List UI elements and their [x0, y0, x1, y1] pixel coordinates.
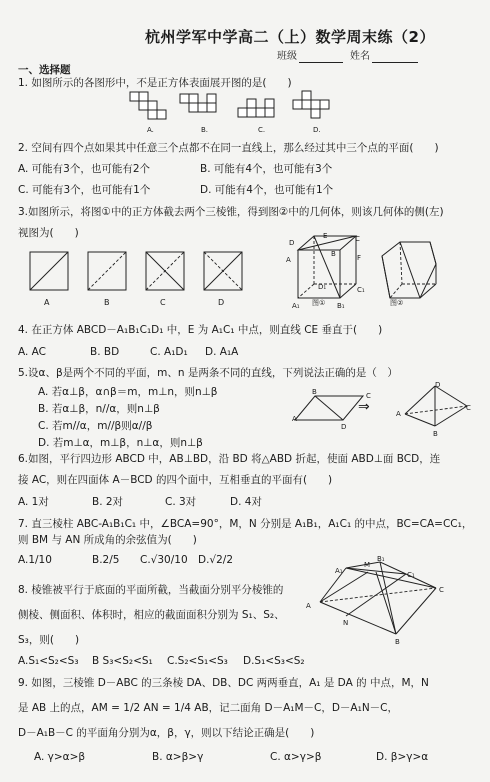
q3-fig2-caption: 图②: [390, 299, 404, 307]
q5-fig-label-d1: D: [341, 423, 347, 431]
q5-fig-label-a2: A: [396, 410, 401, 418]
q3-label-b: B: [104, 298, 110, 307]
q8-option-b[interactable]: B S₃<S₂<S₁: [92, 655, 153, 667]
q7-fig-label-c: C: [439, 586, 444, 594]
q7-fig-label-b: B: [395, 638, 400, 646]
q7-fig-label-b1: B₁: [377, 555, 385, 563]
name-blank: [372, 62, 418, 63]
q1-net-c: [238, 99, 274, 117]
q5-option-a[interactable]: A. 若α⊥β，α∩β＝m，m⊥n，则n⊥β: [38, 386, 218, 398]
section-heading: 一、选择题: [18, 64, 71, 76]
q1-stem: 1. 如图所示的各图形中，不是正方体表面展开图的是( ): [18, 77, 292, 89]
q1-net-b: [180, 94, 216, 112]
page-title: 杭州学军中学高二（上）数学周末练（2）: [145, 28, 435, 46]
q3-cube-label-f: F: [357, 254, 362, 262]
q6-option-c[interactable]: C. 3对: [165, 496, 197, 508]
q3-cube-label-a1: A₁: [292, 302, 300, 310]
q3-view-b: [88, 252, 126, 290]
q3-label-a: A: [44, 298, 50, 307]
q3-cube-label-c1: C₁: [357, 286, 365, 294]
q3-label-c: C: [160, 298, 166, 307]
q2-option-c[interactable]: C. 可能有3个，也可能有1个: [18, 184, 151, 196]
class-label: 班级: [277, 51, 297, 62]
q8-option-a[interactable]: A.S₁<S₂<S₃: [18, 655, 79, 667]
q3-view-c: [146, 252, 184, 290]
q1-label-b: B.: [201, 126, 209, 134]
q6-stem-line1: 6.如图，平行四边形 ABCD 中，AB⊥BD，沿 BD 将△ABD 折起，使面 ABD⊥面 BCD，连: [18, 453, 441, 465]
q5-option-b[interactable]: B. 若α⊥β，n//α，则n⊥β: [38, 403, 160, 415]
q3-view-figures: [28, 250, 253, 295]
q5-fig-label-b1: B: [312, 388, 317, 396]
q1-figures: [128, 90, 338, 134]
q7-fig-label-a1: A₁: [335, 567, 343, 575]
q7-option-d[interactable]: D.√2/2: [198, 554, 234, 566]
q7-prism-figure: [310, 560, 460, 640]
q1-net-a: [130, 92, 166, 119]
q4-option-b[interactable]: B. BD: [90, 346, 120, 358]
q9-option-c[interactable]: C. α>γ>β: [270, 751, 322, 763]
q5-option-d[interactable]: D. 若m⊥α，m⊥β，n⊥α，则n⊥β: [38, 437, 203, 449]
q7-fig-label-a: A: [306, 602, 311, 610]
q4-option-c[interactable]: C. A₁D₁: [150, 346, 188, 358]
q3-cube-label-e: E: [323, 232, 328, 240]
q8-stem-line2: 侧棱、侧面积、体积时，相应的截面面积分别为 S₁、S₂、: [18, 609, 285, 621]
q1-net-d: [293, 91, 329, 118]
q5-option-c[interactable]: C. 若m//α，m//β则α//β: [38, 420, 153, 432]
q5-fig-label-c2: C: [466, 404, 471, 412]
q5-fig-label-a1: A: [292, 415, 297, 423]
q9-stem-line2: 是 AB 上的点，AM = 1/2 AN = 1/4 AB，记二面角 D－A₁M－C，D－A₁N－C，: [18, 702, 399, 714]
q7-stem-line1: 7. 直三棱柱 ABC-A₁B₁C₁ 中，∠BCA=90°，M，N 分别是 A₁B₁，A₁C₁ 的中点，BC=CA=CC₁，: [18, 518, 473, 530]
q2-option-d[interactable]: D. 可能有4个，也可能有1个: [200, 184, 334, 196]
q7-option-c[interactable]: C.√30/10: [140, 554, 188, 566]
q5-stem: 5.设α、β是两个不同的平面，m、n 是两条不同的直线，下列说法正确的是（ ）: [18, 367, 398, 379]
q7-fig-label-n: N: [343, 619, 349, 627]
q5-tetrahedron: [405, 386, 467, 426]
q3-cube-label-d1: D₁: [318, 283, 327, 291]
q3-cube-label-d: D: [289, 239, 295, 247]
q9-option-a[interactable]: A. γ>α>β: [34, 751, 86, 763]
q4-option-d[interactable]: D. A₁A: [205, 346, 239, 358]
q3-cube-label-b1: B₁: [337, 302, 345, 310]
q3-cube-label-a: A: [286, 256, 291, 264]
q2-option-a[interactable]: A. 可能有3个，也可能有2个: [18, 163, 151, 175]
q7-fig-label-c1: C₁: [407, 571, 415, 579]
q3-cube-label-c: C: [355, 235, 360, 243]
q8-option-d[interactable]: D.S₁<S₃<S₂: [243, 655, 305, 667]
q6-option-b[interactable]: B. 2对: [92, 496, 124, 508]
q4-stem: 4. 在正方体 ABCD－A₁B₁C₁D₁ 中，E 为 A₁C₁ 中点，则直线 CE 垂直于( ): [18, 324, 383, 336]
name-label: 姓名: [350, 51, 370, 62]
q3-cube-label-b: B: [331, 250, 336, 258]
q6-stem-line2: 接 AC，则在四面体 A－BCD 的四个面中，互相垂直的平面有( ): [18, 474, 333, 486]
q1-label-c: C.: [258, 126, 266, 134]
q9-stem-line1: 9. 如图，三棱锥 D－ABC 的三条棱 DA、DB、DC 两两垂直，A₁ 是 DA 的 中点，M，N: [18, 677, 429, 689]
q7-option-a[interactable]: A.1/10: [18, 554, 52, 566]
q4-option-a[interactable]: A. AC: [18, 346, 47, 358]
q3-stem-line2: 视图为( ): [18, 227, 79, 239]
q6-option-a[interactable]: A. 1对: [18, 496, 49, 508]
q9-stem-line3: D－A₁B－C 的平面角分别为α，β，γ，则以下结论正确是( ): [18, 727, 315, 739]
q8-stem-line3: S₃，则( ): [18, 634, 80, 646]
q8-option-c[interactable]: C.S₂<S₁<S₃: [167, 655, 228, 667]
q3-cube-2: [382, 242, 436, 298]
q5-parallelogram: [295, 396, 363, 420]
class-blank: [299, 62, 343, 63]
q7-option-b[interactable]: B.2/5: [92, 554, 120, 566]
q8-stem-line1: 8. 棱锥被平行于底面的平面所截，当截面分别平分棱锥的: [18, 584, 284, 596]
q1-label-a: A.: [147, 126, 154, 134]
q3-label-d: D: [218, 298, 225, 307]
q5-fig-label-c1: C: [366, 392, 371, 400]
q6-option-d[interactable]: D. 4对: [230, 496, 262, 508]
q5-arrow-icon: ⇒: [358, 399, 370, 415]
q2-stem: 2. 空间有四个点如果其中任意三个点都不在同一直线上，那么经过其中三个点的平面( ): [18, 142, 439, 154]
q5-fig-label-b2: B: [433, 430, 438, 438]
q7-stem-line2: 则 BM 与 AN 所成角的余弦值为( ): [18, 534, 197, 546]
q3-stem-line1: 3.如图所示，将图①中的正方体截去两个三棱锥，得到图②中的几何体，则该几何体的侧(左): [18, 206, 444, 218]
q9-option-d[interactable]: D. β>γ>α: [376, 751, 429, 763]
q3-view-a: [30, 252, 68, 290]
q5-fig-label-d2: D: [435, 381, 441, 389]
q7-fig-label-m: M: [364, 561, 371, 569]
q2-option-b[interactable]: B. 可能有4个，也可能有3个: [200, 163, 333, 175]
q3-view-d: [204, 252, 242, 290]
q3-fig1-caption: 图①: [312, 299, 326, 307]
q9-option-b[interactable]: B. α>β>γ: [152, 751, 204, 763]
q1-label-d: D.: [313, 126, 321, 134]
q3-cube-1: [298, 236, 356, 298]
